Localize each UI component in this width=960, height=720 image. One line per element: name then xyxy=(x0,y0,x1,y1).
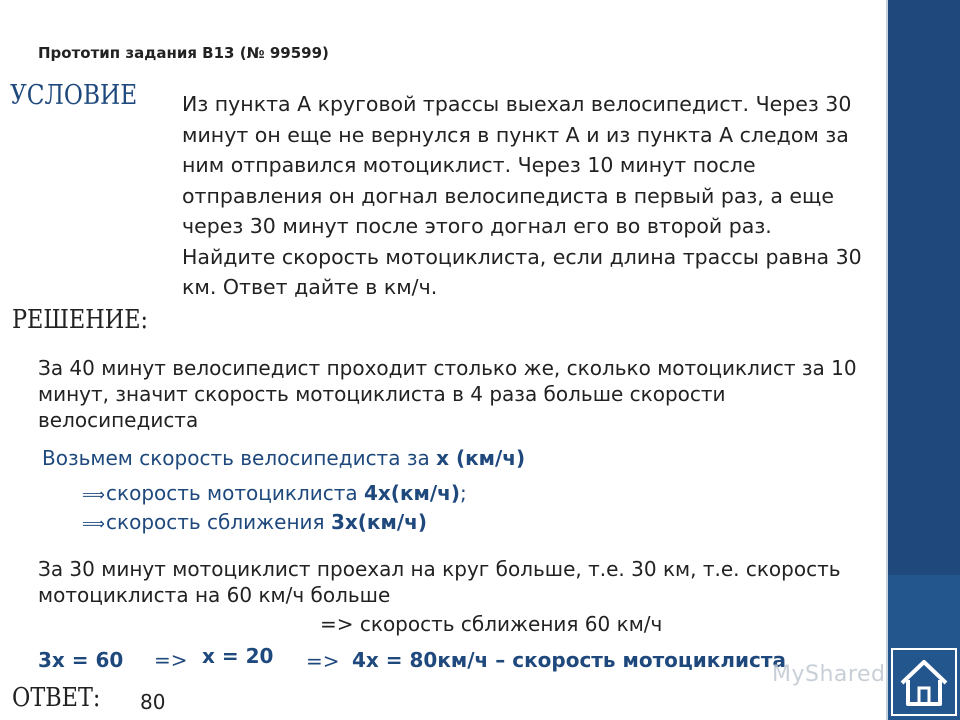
take-x-line xyxy=(42,446,525,470)
motorcyclist-speed-tail: ; xyxy=(460,481,467,505)
equation-result: 4x = 80км/ч – скорость мотоциклиста xyxy=(352,648,786,672)
implies-arrow-icon: ⟹ xyxy=(82,485,105,504)
watermark: MyShared xyxy=(772,662,886,687)
motorcyclist-speed-value: 4x(км/ч) xyxy=(363,481,461,505)
approach-speed-label: скорость сближения xyxy=(106,510,331,534)
answer-heading: ОТВЕТ: xyxy=(12,683,101,713)
solution-paragraph-1: За 40 минут велосипедист проходит столько же, сколько мотоциклист за 10 минут, значит скорость мотоциклиста в 4 раза больше скорости велосипедиста xyxy=(38,356,857,432)
motorcyclist-speed-label: скорость мотоциклиста xyxy=(106,481,364,505)
prototype-title: Прототип задания B13 (№ 99599) xyxy=(38,44,329,62)
condition-heading: УСЛОВИЕ xyxy=(10,80,138,111)
solution-paragraph-2: За 30 минут мотоциклист проехал на круг больше, т.е. 30 км, т.е. скорость мотоциклиста на 60 км/ч больше xyxy=(38,557,841,607)
approach-speed-value: 3x(км/ч) xyxy=(330,510,427,534)
solution-heading: РЕШЕНИЕ: xyxy=(12,305,149,335)
solution-paragraph-3: => скорость сближения 60 км/ч xyxy=(320,612,663,636)
home-icon xyxy=(893,650,955,714)
take-x-variable: x (км/ч) xyxy=(436,446,526,470)
home-button[interactable] xyxy=(891,648,957,716)
equation-arrow-2: => xyxy=(306,649,340,673)
motorcyclist-speed-line xyxy=(82,481,467,505)
equation-3x: 3x = 60 xyxy=(38,648,124,672)
equation-x: x = 20 xyxy=(202,644,274,668)
take-x-prefix: Возьмем скорость велосипедиста за xyxy=(42,446,437,470)
approach-speed-line xyxy=(82,510,427,534)
answer-value: 80 xyxy=(140,690,166,714)
condition-text: Из пункта А круговой трассы выехал велосипедист. Через 30 минут он еще не вернулся в пункт А и из пункта А следом за ним отправился мотоциклист. Через 10 минут после отправления он догнал велосипедиста в первый раз, а еще через 30 минут после этого догнал его во второй раз. Найдите скорость мотоциклиста, если длина трассы равна 30 км. Ответ дайте в км/ч. xyxy=(182,92,862,299)
equation-arrow-1: => xyxy=(154,648,188,672)
implies-arrow-icon: ⟹ xyxy=(82,514,105,533)
